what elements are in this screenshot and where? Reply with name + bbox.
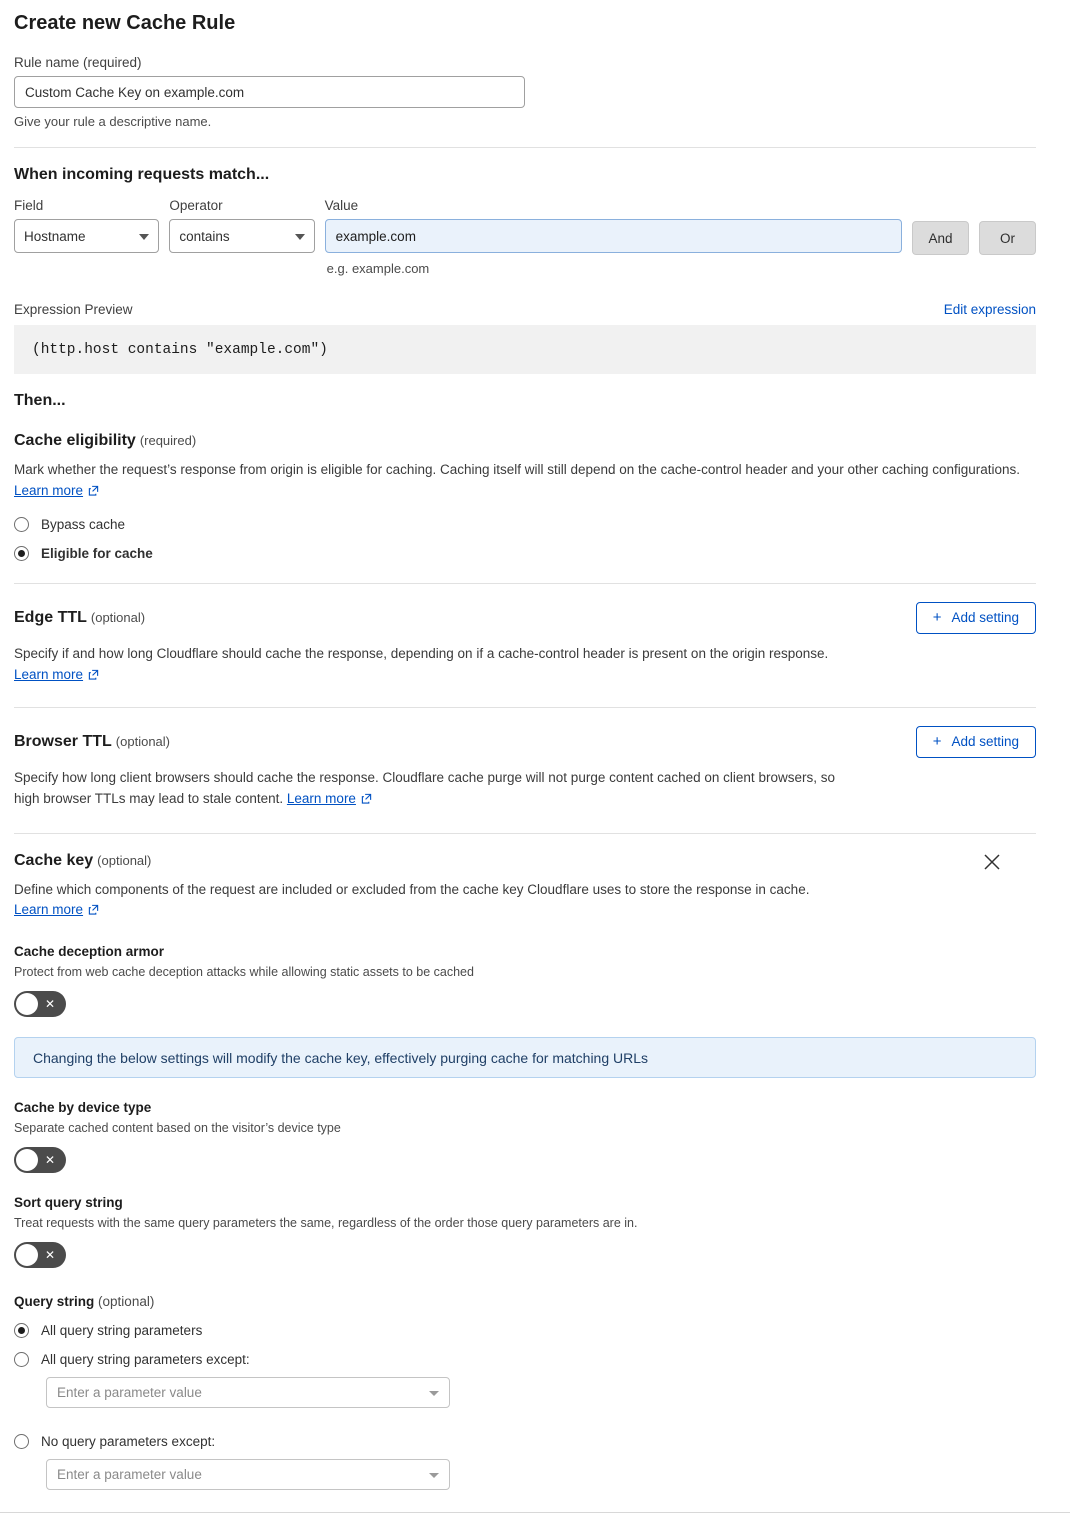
cache-eligibility-required: (required) xyxy=(139,433,197,448)
cache-eligibility-title-text: Cache eligibility xyxy=(14,432,136,449)
chevron-down-icon xyxy=(429,1391,439,1396)
radio-icon xyxy=(14,1352,29,1367)
browser-ttl-title xyxy=(14,733,170,751)
radio-no-query-parameters-except-label: No query parameters except: xyxy=(41,1434,216,1450)
toggle-knob xyxy=(16,993,38,1015)
cache-key-title-text: Cache key xyxy=(14,851,94,869)
divider xyxy=(14,147,1036,148)
chevron-down-icon xyxy=(429,1473,439,1478)
rule-name-group xyxy=(14,55,1036,129)
cache-by-device-type-desc: Separate cached content based on the visitor’s device type xyxy=(14,1121,341,1136)
rule-name-label: Rule name (required) xyxy=(14,55,142,70)
cache-key-desc-text: Define which components of the request are included or excluded from the cache key Cloudflare uses to store the response in cache. xyxy=(14,881,810,897)
or-button[interactable]: Or xyxy=(979,221,1036,255)
match-heading: When incoming requests match... xyxy=(14,166,270,183)
and-button[interactable]: And xyxy=(912,221,969,255)
include-parameter-select[interactable] xyxy=(46,1459,450,1490)
external-link-icon xyxy=(361,790,372,811)
toggle-off-icon: ✕ xyxy=(44,1153,55,1168)
edge-ttl-add-setting-button[interactable] xyxy=(916,602,1036,634)
radio-bypass-cache[interactable] xyxy=(14,517,1036,532)
cache-key-optional: (optional) xyxy=(97,852,152,868)
toggle-knob xyxy=(16,1244,38,1266)
toggle-off-icon: ✕ xyxy=(44,997,55,1012)
field-select[interactable] xyxy=(14,219,159,253)
page-title: Create new Cache Rule xyxy=(14,12,236,34)
radio-eligible-for-cache-label: Eligible for cache xyxy=(41,545,153,561)
cache-by-device-type-title: Cache by device type xyxy=(14,1100,152,1116)
operator-column xyxy=(169,198,314,253)
query-string-title-text: Query string xyxy=(14,1294,95,1310)
radio-eligible-for-cache[interactable] xyxy=(14,546,1036,561)
radio-all-query-string-parameters-label: All query string parameters xyxy=(41,1323,203,1339)
sort-query-string-desc: Treat requests with the same query parameters the same, regardless of the order those query parameters are in. xyxy=(14,1216,638,1231)
expression-label: Expression Preview xyxy=(14,302,133,317)
value-label: Value xyxy=(324,198,359,213)
chevron-down-icon xyxy=(139,234,149,240)
expression-preview: (http.host contains "example.com") xyxy=(14,325,1036,374)
cache-eligibility-desc xyxy=(14,460,1036,503)
browser-ttl-add-setting-button[interactable] xyxy=(916,726,1036,758)
cache-deception-armor-desc: Protect from web cache deception attacks while allowing static assets to be cached xyxy=(14,965,474,980)
browser-ttl-add-setting-label: Add setting xyxy=(951,734,1019,750)
match-row xyxy=(14,198,1036,276)
toggle-off-icon: ✕ xyxy=(44,1248,55,1263)
operator-select[interactable] xyxy=(169,219,314,253)
cache-eligibility-block xyxy=(14,410,1036,561)
edge-ttl-title-text: Edge TTL xyxy=(14,608,87,626)
browser-ttl-learn-more[interactable]: Learn more xyxy=(286,790,356,806)
external-link-icon xyxy=(88,666,99,687)
browser-ttl-optional: (optional) xyxy=(115,733,170,749)
edge-ttl-desc xyxy=(14,644,844,687)
sort-query-string-title: Sort query string xyxy=(14,1195,123,1211)
cache-eligibility-title xyxy=(14,432,1036,450)
cache-key-desc xyxy=(14,880,914,923)
radio-no-query-parameters-except[interactable] xyxy=(14,1434,1036,1449)
query-string-title xyxy=(14,1294,1036,1309)
edit-expression-link[interactable]: Edit expression xyxy=(943,302,1036,317)
edge-ttl-head xyxy=(14,602,1036,634)
cache-deception-armor-toggle[interactable] xyxy=(14,991,66,1017)
plus-icon: + xyxy=(932,609,942,627)
plus-icon: + xyxy=(932,733,942,751)
radio-icon xyxy=(14,517,29,532)
browser-ttl-desc-text: Specify how long client browsers should cache the response. Cloudflare cache purge will not purge content cached on client browsers, so high browser TTLs may lead to stale content. xyxy=(14,769,835,806)
operator-label: Operator xyxy=(169,198,223,213)
browser-ttl-head xyxy=(14,726,1036,758)
external-link-icon xyxy=(88,482,99,503)
radio-icon xyxy=(14,1323,29,1338)
value-column xyxy=(325,198,902,276)
cache-key-block xyxy=(14,834,1036,1491)
edge-ttl-block xyxy=(14,584,1036,687)
cache-by-device-type-toggle[interactable] xyxy=(14,1147,66,1173)
edge-ttl-desc-text: Specify if and how long Cloudflare should cache the response, depending on if a cache-control header is present on the origin response. xyxy=(14,645,829,661)
sort-query-string-toggle[interactable] xyxy=(14,1242,66,1268)
browser-ttl-block xyxy=(14,708,1036,811)
bottom-bar xyxy=(0,1512,1070,1520)
edge-ttl-learn-more[interactable]: Learn more xyxy=(14,666,84,682)
radio-icon xyxy=(14,1434,29,1449)
then-heading: Then... xyxy=(14,392,66,409)
include-parameter-placeholder: Enter a parameter value xyxy=(57,1467,202,1483)
edge-ttl-optional: (optional) xyxy=(90,609,146,625)
query-string-optional: (optional) xyxy=(98,1294,155,1310)
cache-key-title xyxy=(14,852,1036,870)
value-hint: e.g. example.com xyxy=(326,261,430,276)
rule-name-input[interactable] xyxy=(14,76,525,108)
field-column xyxy=(14,198,159,253)
radio-all-query-string-parameters[interactable] xyxy=(14,1323,1036,1338)
toggle-knob xyxy=(16,1149,38,1171)
cache-eligibility-learn-more[interactable]: Learn more xyxy=(14,482,84,498)
browser-ttl-desc xyxy=(14,768,844,811)
radio-icon xyxy=(14,546,29,561)
cache-eligibility-desc-text: Mark whether the request’s response from origin is eligible for caching. Caching itself will still depend on the cache-control header and your other caching configurations. xyxy=(14,462,1021,477)
external-link-icon xyxy=(88,901,99,922)
except-parameter-placeholder: Enter a parameter value xyxy=(57,1385,202,1401)
radio-bypass-cache-label: Bypass cache xyxy=(41,516,126,532)
or-button-wrap xyxy=(979,198,1036,255)
expression-header xyxy=(14,302,1036,317)
operator-select-value: contains xyxy=(179,228,230,244)
browser-ttl-title-text: Browser TTL xyxy=(14,732,112,750)
cache-key-notice: Changing the below settings will modify the cache key, effectively purging cache for matching URLs xyxy=(14,1037,1036,1078)
close-icon[interactable] xyxy=(982,852,1002,872)
edge-ttl-title xyxy=(14,609,145,627)
radio-all-query-string-parameters-except-label: All query string parameters except: xyxy=(41,1352,250,1368)
rule-name-help: Give your rule a descriptive name. xyxy=(14,114,212,129)
field-label: Field xyxy=(14,198,44,213)
except-parameter-select[interactable] xyxy=(46,1377,450,1408)
cache-deception-armor-title: Cache deception armor xyxy=(14,944,165,960)
radio-all-query-string-parameters-except[interactable] xyxy=(14,1352,1036,1367)
chevron-down-icon xyxy=(295,234,305,240)
edge-ttl-add-setting-label: Add setting xyxy=(951,610,1019,626)
cache-key-learn-more[interactable]: Learn more xyxy=(14,902,84,918)
field-select-value: Hostname xyxy=(24,228,86,244)
value-input[interactable] xyxy=(325,219,902,253)
and-button-wrap xyxy=(912,198,969,255)
